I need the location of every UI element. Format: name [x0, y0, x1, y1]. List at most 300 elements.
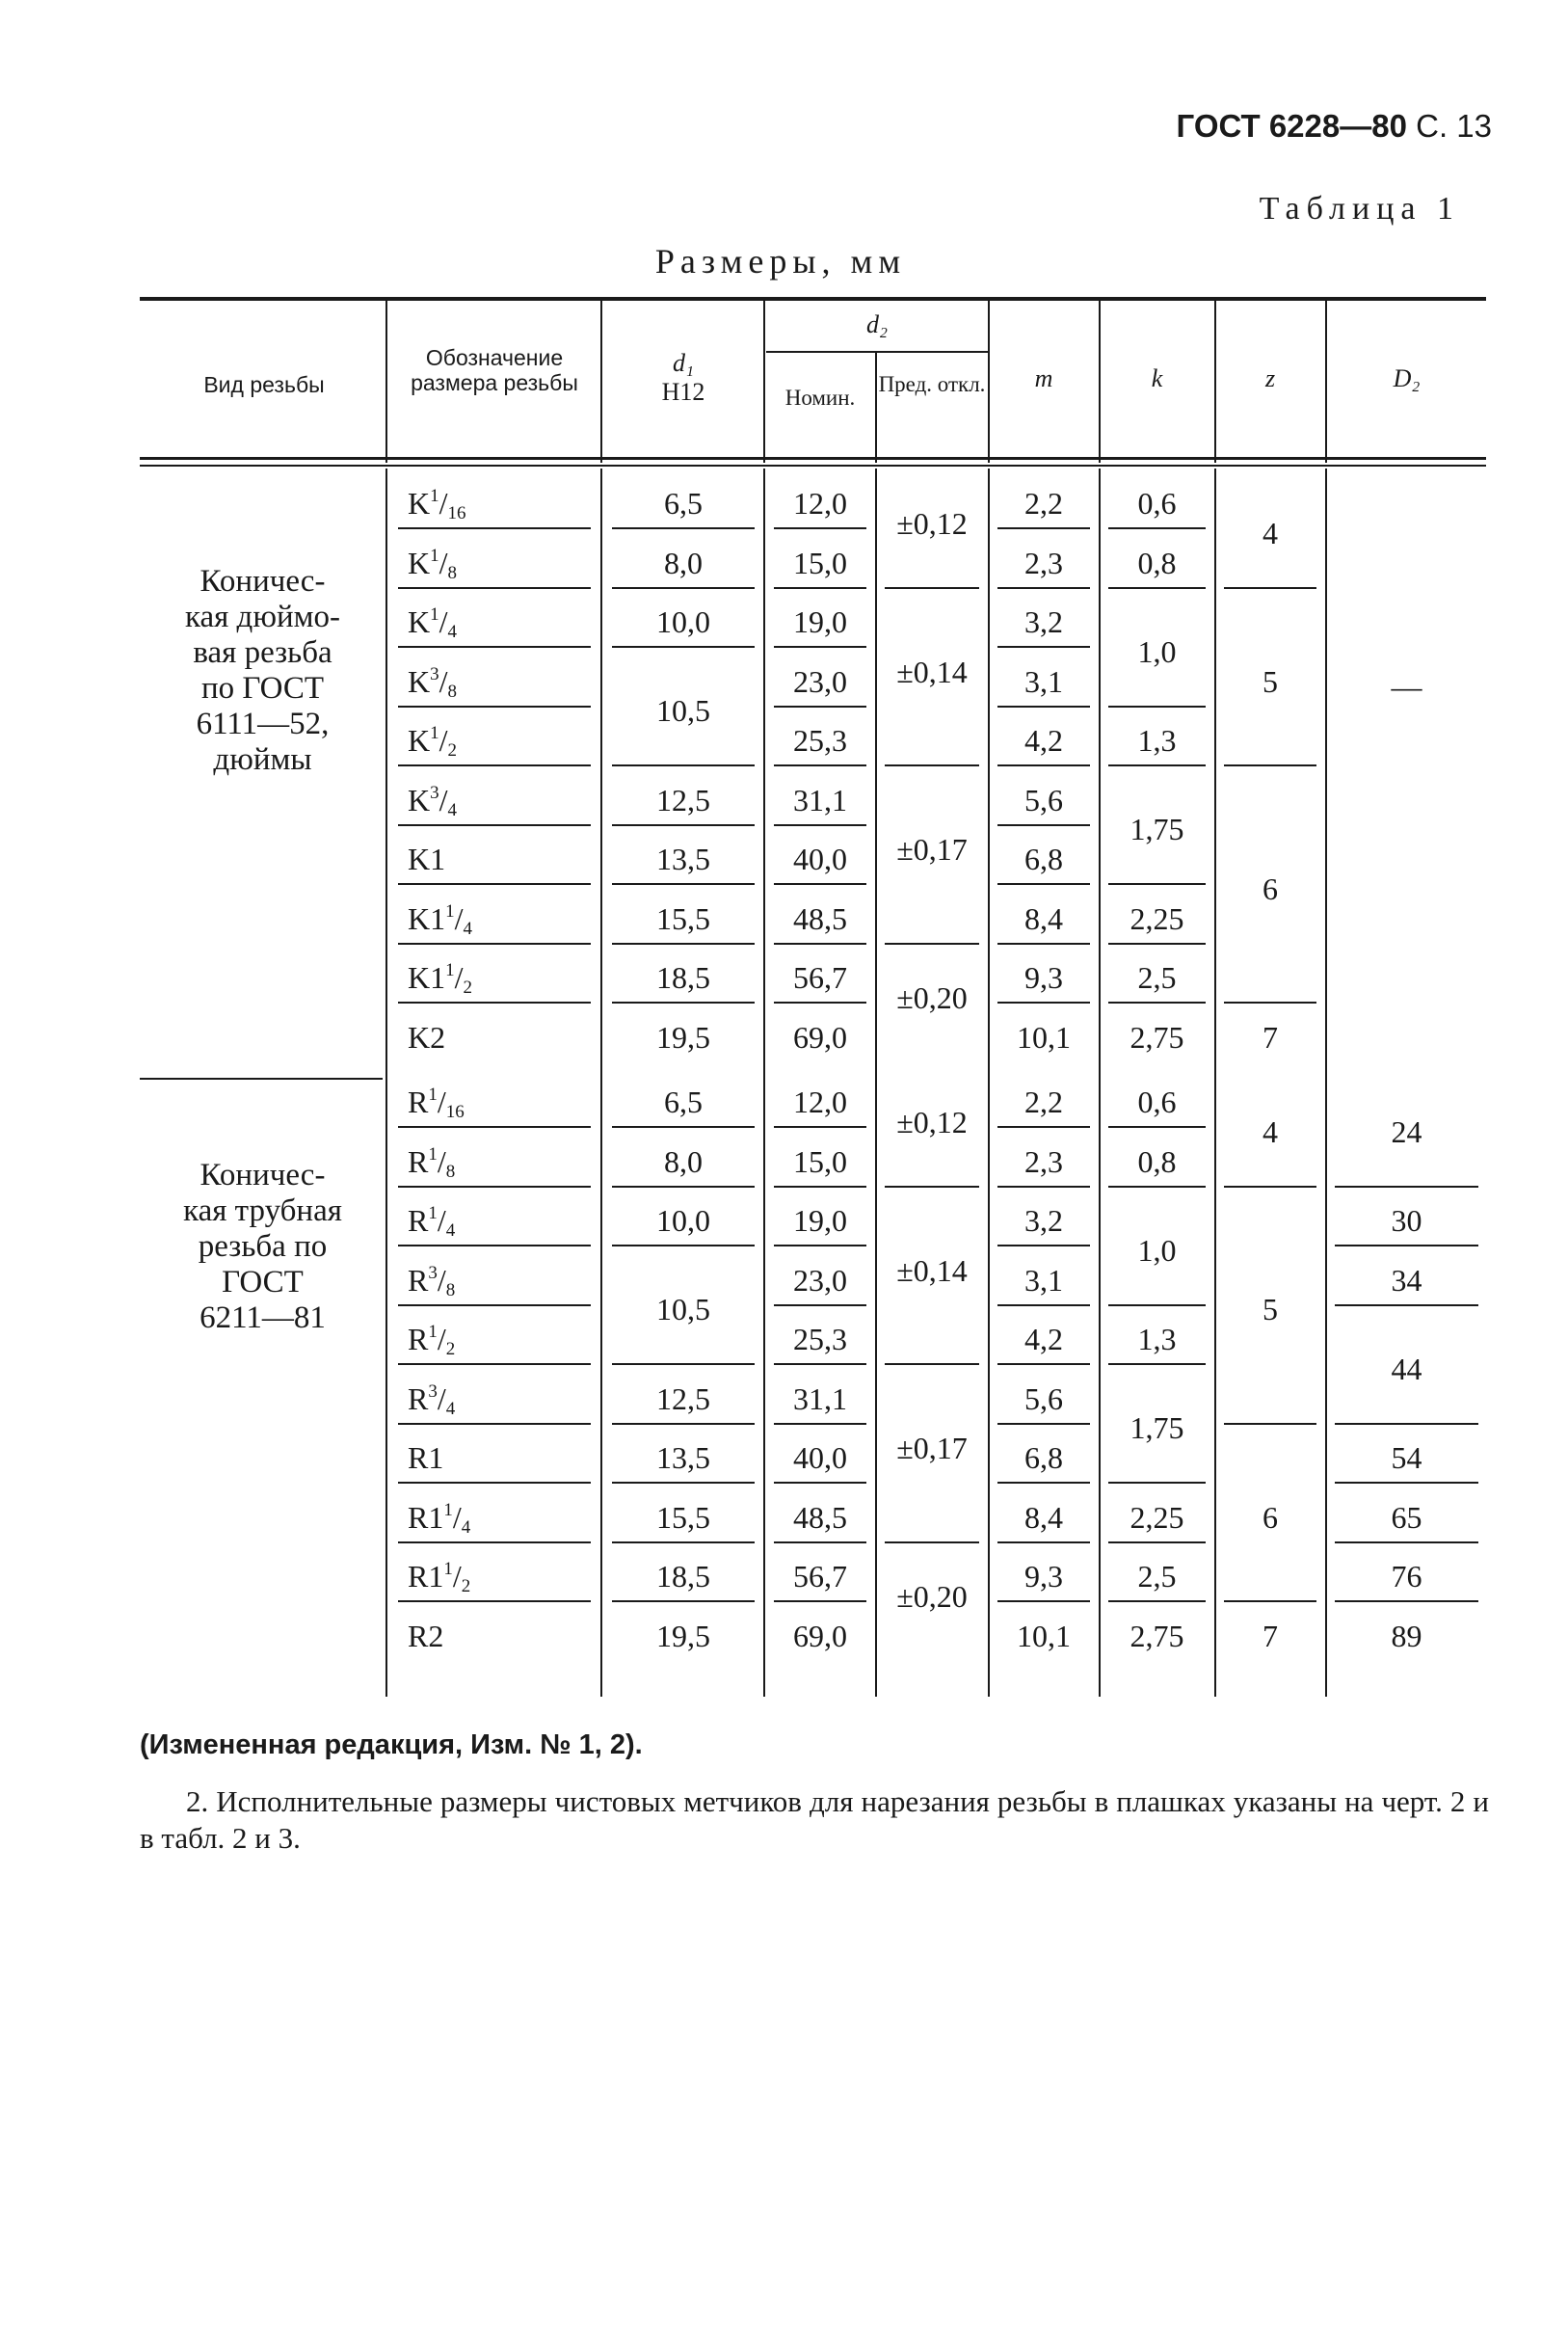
group-name-line: вая резьба: [193, 634, 332, 670]
fraction-denominator: 4: [447, 622, 457, 642]
row-rule: [1108, 1600, 1206, 1602]
col-kind: Вид резьбы: [203, 372, 325, 397]
col-d1: d₁: [672, 349, 695, 377]
d1-value: 19,5: [656, 1618, 710, 1653]
row-rule: [774, 1002, 866, 1004]
group-name-line: Коничес-: [199, 564, 326, 599]
row-rule: [774, 883, 866, 885]
group-name-line: дюймы: [213, 741, 312, 777]
m-value: 9,3: [1024, 1559, 1063, 1594]
designation-prefix: R1: [408, 1499, 444, 1535]
d2-nominal-value: 19,0: [793, 604, 847, 639]
designation-prefix: K: [408, 663, 431, 699]
page-number: С. 13: [1416, 108, 1492, 144]
row-rule: [774, 1600, 866, 1602]
row-rule: [398, 1126, 591, 1128]
m-value: 5,6: [1024, 1380, 1063, 1416]
thread-designation: [408, 1262, 598, 1300]
table-top-rule: [140, 297, 1486, 301]
group-name: [145, 1158, 381, 1336]
fraction-denominator: 8: [445, 1161, 456, 1182]
k-value: 0,6: [1137, 486, 1177, 521]
fraction-slash: /: [454, 960, 464, 995]
designation-prefix: K: [408, 486, 431, 521]
D2-merged-value: —: [1391, 669, 1422, 704]
thread-designation: [408, 723, 598, 761]
d2-nominal-value: 12,0: [793, 1085, 847, 1119]
designation-prefix: K: [408, 545, 431, 580]
row-rule: [1335, 1245, 1478, 1246]
designation-prefix: R: [408, 1085, 429, 1119]
col-D2: D₂: [1393, 364, 1421, 392]
row-rule: [612, 1363, 755, 1365]
row-rule: [1224, 764, 1316, 766]
row-rule: [1335, 1482, 1478, 1484]
row-rule: [398, 824, 591, 826]
fraction-slash: /: [439, 545, 448, 580]
fraction-denominator: 4: [447, 799, 457, 820]
fraction-slash: /: [439, 782, 448, 817]
d1-value: 18,5: [656, 1559, 710, 1594]
row-rule: [885, 1363, 979, 1365]
d1-value: 12,5: [656, 782, 710, 817]
d1-value: 19,5: [656, 1019, 710, 1055]
row-rule: [1108, 764, 1206, 766]
row-rule: [1224, 587, 1316, 589]
row-rule: [1108, 1126, 1206, 1128]
units-caption: Размеры, мм: [654, 242, 907, 281]
thread-designation: [408, 960, 598, 998]
d2-nominal-value: 31,1: [793, 1380, 847, 1416]
k-value: 0,8: [1137, 1143, 1177, 1179]
k-value: 0,8: [1137, 545, 1177, 580]
thread-designation: [408, 604, 598, 642]
row-rule: [398, 1186, 591, 1188]
fraction-slash: /: [437, 1143, 446, 1179]
designation-prefix: K: [408, 604, 431, 639]
row-rule: [1108, 706, 1206, 708]
row-rule: [774, 706, 866, 708]
dev-merged-value: ±0,12: [896, 505, 968, 541]
designation-prefix: R2: [408, 1618, 444, 1653]
d2-nominal-value: 15,0: [793, 1143, 847, 1179]
row-rule: [774, 1363, 866, 1365]
fraction-slash: /: [437, 1322, 446, 1356]
row-rule: [1335, 1186, 1478, 1188]
header-rule-2: [140, 465, 1486, 467]
row-rule: [774, 527, 866, 529]
row-rule: [997, 1482, 1090, 1484]
dev-merged-value: ±0,17: [896, 1431, 968, 1465]
fraction-numerator: 1: [430, 604, 439, 625]
k-merged-value: 1,75: [1129, 812, 1184, 847]
d2-nominal-value: 48,5: [793, 1499, 847, 1535]
row-rule: [398, 1002, 591, 1004]
fraction-slash: /: [439, 723, 448, 758]
row-rule: [612, 646, 755, 648]
thread-designation: [408, 1620, 598, 1652]
row-rule: [885, 1541, 979, 1543]
d1-value: 12,5: [656, 1380, 710, 1416]
fraction-slash: /: [439, 486, 448, 521]
row-rule: [1224, 1600, 1316, 1602]
designation-prefix: K1: [408, 900, 446, 936]
D2-merged-value: 89: [1391, 1618, 1422, 1653]
row-rule: [398, 587, 591, 589]
dev-merged-value: ±0,14: [896, 1252, 968, 1288]
row-rule: [398, 1363, 591, 1365]
d1-value: 13,5: [656, 1440, 710, 1475]
doc-number: ГОСТ 6228—80: [1176, 108, 1407, 144]
row-rule: [1108, 587, 1206, 589]
designation-prefix: K: [408, 782, 431, 817]
row-rule: [774, 1245, 866, 1246]
row-rule: [1108, 1186, 1206, 1188]
row-rule: [885, 1186, 979, 1188]
row-rule: [612, 587, 755, 589]
thread-designation: [408, 545, 598, 583]
D2-merged-value: 34: [1391, 1262, 1422, 1298]
d2-nominal-value: 48,5: [793, 900, 847, 936]
m-value: 6,8: [1024, 1440, 1063, 1475]
row-rule: [612, 1126, 755, 1128]
z-merged-value: 7: [1262, 1019, 1278, 1055]
fraction-numerator: 1: [430, 486, 439, 506]
row-rule: [398, 1600, 591, 1602]
row-rule: [774, 824, 866, 826]
fraction-numerator: 3: [430, 663, 439, 684]
D2-merged-value: 24: [1391, 1113, 1422, 1149]
group-name-line: кая дюймо-: [184, 599, 341, 634]
fraction-denominator: 16: [447, 503, 466, 523]
row-rule: [1108, 1363, 1206, 1365]
group-name: [145, 564, 381, 778]
fraction-denominator: 2: [447, 740, 457, 761]
row-rule: [997, 1126, 1090, 1128]
fraction-slash: /: [454, 900, 464, 936]
d1-value: 18,5: [656, 960, 710, 995]
fraction-denominator: 8: [447, 562, 457, 583]
group-divider: [140, 1078, 383, 1080]
m-value: 10,1: [1017, 1019, 1071, 1055]
fraction-denominator: 4: [445, 1220, 456, 1241]
fraction-denominator: 4: [461, 1516, 471, 1538]
k-merged-value: 1,0: [1137, 633, 1177, 669]
m-value: 2,3: [1024, 1143, 1063, 1179]
row-rule: [774, 1186, 866, 1188]
col-d2-nominal: Номин.: [784, 386, 856, 410]
table-label: Таблица 1: [1259, 191, 1460, 227]
fraction-numerator: 3: [428, 1380, 438, 1402]
designation-prefix: R1: [408, 1440, 444, 1475]
row-rule: [398, 706, 591, 708]
col-z: z: [1264, 364, 1276, 392]
m-value: 8,4: [1024, 1499, 1063, 1535]
thread-designation: [408, 663, 598, 702]
m-value: 9,3: [1024, 960, 1063, 995]
dev-merged-value: ±0,17: [896, 832, 968, 867]
row-rule: [398, 1482, 591, 1484]
m-value: 8,4: [1024, 900, 1063, 936]
row-rule: [398, 1423, 591, 1425]
designation-prefix: R: [408, 1203, 429, 1238]
row-rule: [612, 1423, 755, 1425]
m-value: 10,1: [1017, 1618, 1071, 1653]
amendment-note: (Измененная редакция, Изм. № 1, 2).: [140, 1729, 643, 1760]
d2-nominal-value: 56,7: [793, 960, 847, 995]
fraction-numerator: 3: [428, 1262, 438, 1283]
dev-merged-value: ±0,12: [896, 1104, 968, 1139]
fraction-slash: /: [437, 1203, 446, 1238]
z-merged-value: 6: [1262, 871, 1278, 906]
row-rule: [774, 1541, 866, 1543]
designation-prefix: R: [408, 1143, 429, 1179]
fraction-slash: /: [437, 1262, 446, 1298]
z-merged-value: 4: [1262, 1113, 1278, 1149]
row-rule: [885, 764, 979, 766]
d1-value: 6,5: [664, 1085, 703, 1119]
row-rule: [612, 1600, 755, 1602]
group-name-line: 6211—81: [199, 1299, 326, 1335]
thread-designation: [408, 1441, 598, 1474]
row-rule: [997, 764, 1090, 766]
fraction-denominator: 4: [445, 1398, 456, 1419]
thread-designation: [408, 1322, 598, 1359]
header-rule-1: [140, 457, 1486, 460]
col-d2: d₂: [865, 310, 889, 338]
m-value: 3,2: [1024, 604, 1063, 639]
d2-nominal-value: 31,1: [793, 782, 847, 817]
row-rule: [885, 943, 979, 945]
group-name-line: Коничес-: [199, 1158, 326, 1192]
k-value: 0,6: [1137, 1085, 1177, 1119]
row-rule: [612, 1482, 755, 1484]
row-rule: [612, 527, 755, 529]
col-d2-deviation: Пред. откл.: [878, 372, 986, 396]
row-rule: [774, 943, 866, 945]
fraction-denominator: 8: [447, 681, 457, 702]
fraction-slash: /: [439, 663, 448, 699]
d1-value: 8,0: [664, 545, 703, 580]
d2-nominal-value: 19,0: [793, 1203, 847, 1238]
row-rule: [997, 706, 1090, 708]
row-rule: [997, 1363, 1090, 1365]
row-rule: [997, 1600, 1090, 1602]
row-rule: [774, 587, 866, 589]
k-value: 2,75: [1129, 1019, 1184, 1055]
row-rule: [997, 883, 1090, 885]
D2-merged-value: 76: [1391, 1559, 1422, 1594]
row-rule: [398, 943, 591, 945]
thread-designation: [408, 900, 598, 939]
d2-nominal-value: 69,0: [793, 1618, 847, 1653]
designation-prefix: K1: [408, 842, 446, 876]
designation-prefix: K1: [408, 960, 446, 995]
thread-designation: [408, 1380, 598, 1419]
D2-merged-value: 44: [1391, 1351, 1422, 1386]
d1-value: 8,0: [664, 1143, 703, 1179]
dev-merged-value: ±0,20: [896, 1578, 968, 1614]
row-rule: [997, 824, 1090, 826]
row-rule: [398, 1541, 591, 1543]
fraction-slash: /: [437, 1380, 446, 1416]
fraction-denominator: 16: [445, 1102, 465, 1122]
m-value: 2,3: [1024, 545, 1063, 580]
d2-nominal-value: 69,0: [793, 1019, 847, 1055]
D2-merged-value: 54: [1391, 1440, 1422, 1475]
designation-prefix: R: [408, 1262, 429, 1298]
group-name-line: по ГОСТ: [200, 670, 325, 706]
fraction-slash: /: [452, 1499, 462, 1535]
row-rule: [774, 1482, 866, 1484]
designation-prefix: R: [408, 1322, 429, 1356]
group-name-line: кая трубная: [183, 1192, 342, 1228]
fraction-numerator: 1: [430, 545, 439, 566]
dev-merged-value: ±0,14: [896, 654, 968, 689]
z-merged-value: 5: [1262, 663, 1278, 699]
row-rule: [1108, 1304, 1206, 1306]
fraction-slash: /: [452, 1559, 462, 1594]
D2-merged-value: 65: [1391, 1499, 1422, 1535]
fraction-denominator: 2: [445, 1339, 456, 1359]
row-rule: [774, 764, 866, 766]
row-rule: [1108, 1541, 1206, 1543]
d1-value: 10,0: [656, 1203, 710, 1238]
row-rule: [997, 1304, 1090, 1306]
row-rule: [612, 1186, 755, 1188]
m-value: 3,1: [1024, 1262, 1063, 1298]
d2-nominal-value: 12,0: [793, 486, 847, 521]
m-value: 4,2: [1024, 1322, 1063, 1356]
d1-value: 15,5: [656, 1499, 710, 1535]
thread-designation: [408, 1085, 598, 1122]
row-rule: [997, 646, 1090, 648]
col-k: k: [1151, 364, 1163, 392]
row-rule: [774, 1126, 866, 1128]
k-value: 2,5: [1137, 960, 1177, 995]
row-rule: [612, 764, 755, 766]
row-rule: [612, 1541, 755, 1543]
fraction-denominator: 2: [461, 1576, 471, 1596]
fraction-numerator: 1: [445, 960, 455, 980]
d2-nominal-value: 15,0: [793, 545, 847, 580]
d1-merged-value: 10,5: [656, 1292, 710, 1327]
row-rule: [1108, 527, 1206, 529]
k-merged-value: 1,0: [1137, 1232, 1177, 1268]
fraction-numerator: 1: [443, 1499, 453, 1520]
row-rule: [398, 764, 591, 766]
row-rule: [398, 527, 591, 529]
k-merged-value: 1,75: [1129, 1410, 1184, 1446]
row-rule: [1224, 1002, 1316, 1004]
row-rule: [398, 883, 591, 885]
k-value: 1,3: [1137, 723, 1177, 758]
row-rule: [1335, 1600, 1478, 1602]
row-rule: [398, 646, 591, 648]
row-rule: [1108, 943, 1206, 945]
fraction-denominator: 8: [445, 1279, 456, 1300]
d2-nominal-value: 40,0: [793, 1440, 847, 1475]
fraction-numerator: 1: [443, 1559, 453, 1579]
group-name-line: 6111—52,: [196, 706, 330, 741]
row-rule: [1224, 1423, 1316, 1425]
thread-designation: [408, 486, 598, 523]
thread-designation: [408, 1499, 598, 1538]
row-rule: [1108, 1482, 1206, 1484]
fraction-numerator: 1: [445, 900, 455, 922]
thread-designation: [408, 1021, 598, 1054]
row-rule: [398, 1245, 591, 1246]
col-designation: Обозначение размера резьбы: [411, 345, 578, 396]
D2-merged-value: 30: [1391, 1203, 1422, 1238]
group-name-line: ГОСТ: [222, 1264, 304, 1299]
row-rule: [612, 1002, 755, 1004]
d1-value: 10,0: [656, 604, 710, 639]
row-rule: [997, 587, 1090, 589]
d1-merged-value: 10,5: [656, 693, 710, 729]
fraction-numerator: 1: [430, 723, 439, 743]
d2-nominal-value: 25,3: [793, 723, 847, 758]
row-rule: [997, 943, 1090, 945]
d2-nominal-value: 23,0: [793, 663, 847, 699]
group-name-line: резьба по: [198, 1228, 328, 1264]
row-rule: [997, 1245, 1090, 1246]
row-rule: [1108, 883, 1206, 885]
thread-designation: [408, 1203, 598, 1241]
designation-prefix: R: [408, 1380, 429, 1416]
d1-value: 6,5: [664, 486, 703, 521]
row-rule: [774, 1423, 866, 1425]
row-rule: [997, 1002, 1090, 1004]
k-value: 2,25: [1129, 1499, 1184, 1535]
m-value: 5,6: [1024, 782, 1063, 817]
designation-prefix: K: [408, 723, 431, 758]
row-rule: [997, 1423, 1090, 1425]
fraction-denominator: 2: [463, 978, 472, 998]
thread-designation: [408, 782, 598, 820]
row-rule: [1108, 1002, 1206, 1004]
row-rule: [997, 1186, 1090, 1188]
z-merged-value: 5: [1262, 1292, 1278, 1327]
k-value: 2,75: [1129, 1618, 1184, 1653]
fraction-slash: /: [437, 1085, 446, 1119]
z-merged-value: 6: [1262, 1499, 1278, 1535]
row-rule: [997, 527, 1090, 529]
row-rule: [398, 1304, 591, 1306]
row-rule: [774, 646, 866, 648]
row-rule: [612, 883, 755, 885]
thread-designation: [408, 1143, 598, 1182]
fraction-numerator: 3: [430, 782, 439, 803]
d1-value: 13,5: [656, 842, 710, 876]
row-rule: [997, 1541, 1090, 1543]
row-rule: [1224, 1186, 1316, 1188]
m-value: 4,2: [1024, 723, 1063, 758]
m-value: 3,1: [1024, 663, 1063, 699]
fraction-numerator: 1: [428, 1085, 438, 1105]
fraction-denominator: 4: [463, 918, 472, 939]
d2-nominal-value: 56,7: [793, 1559, 847, 1594]
z-merged-value: 4: [1262, 515, 1278, 550]
d2-nominal-value: 23,0: [793, 1262, 847, 1298]
col-d1-header: [604, 349, 762, 407]
row-rule: [1335, 1304, 1478, 1306]
row-rule: [1335, 1541, 1478, 1543]
d2-nominal-value: 25,3: [793, 1322, 847, 1356]
row-rule: [1335, 1423, 1478, 1425]
m-value: 3,2: [1024, 1203, 1063, 1238]
fraction-numerator: 1: [428, 1203, 438, 1223]
